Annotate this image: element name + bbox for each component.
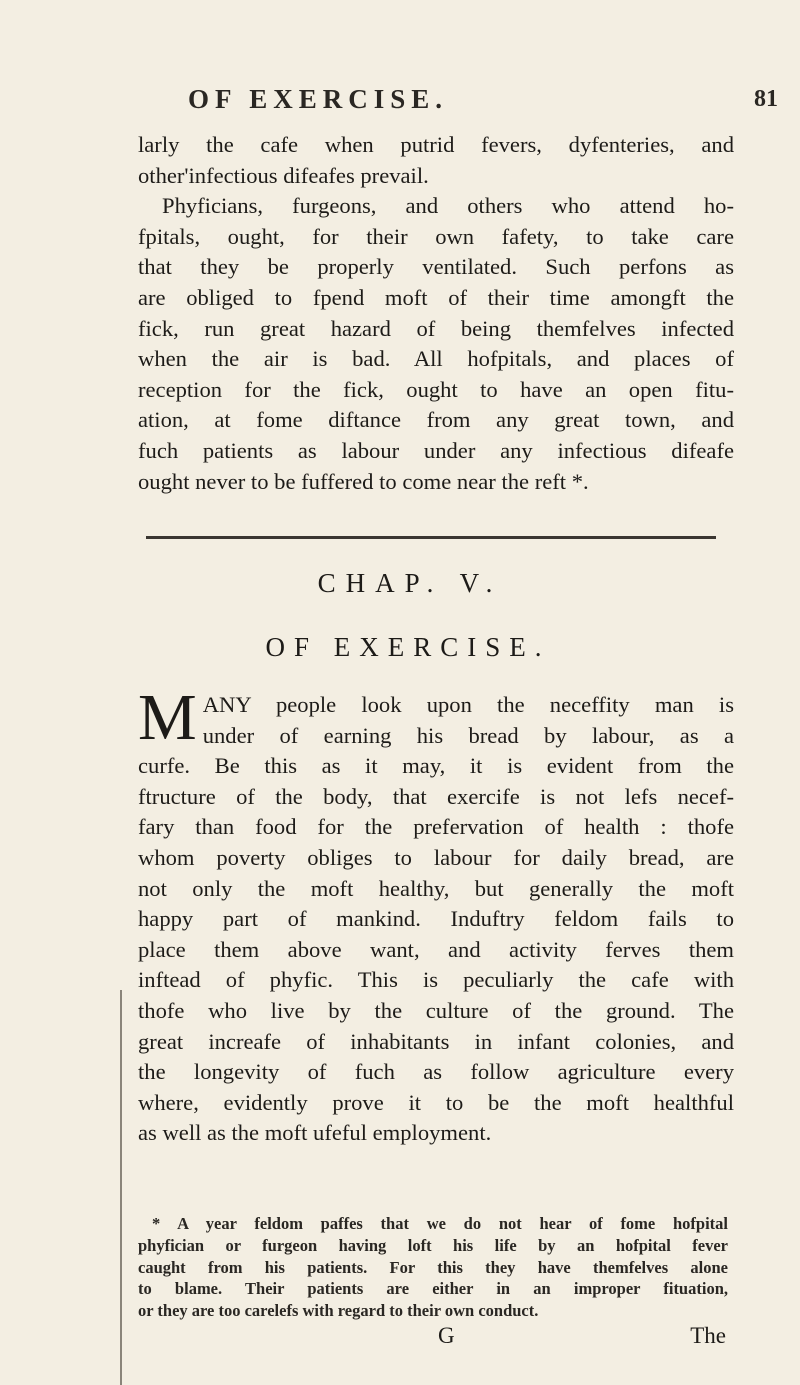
footnote-line: caught from his patients. For this they have themfelves alone — [138, 1257, 728, 1277]
section-divider — [146, 536, 716, 539]
text-line: fuch patients as labour under any infectious difeafe — [138, 437, 734, 463]
text-line: curfe. Be this as it may, it is evident from the — [138, 753, 734, 779]
page-footer — [138, 1323, 734, 1355]
footnote-line: to blame. Their patients are either in an improper fituation, — [138, 1279, 728, 1299]
paragraph-ventilation — [138, 130, 734, 497]
text-line: are obliged to fpend moft of their time amongft the — [138, 284, 734, 310]
text-line: as well as the moft ufeful employment. — [138, 1120, 492, 1146]
text-line: fpitals, ought, for their own fafety, to take care — [138, 223, 734, 249]
text-line: fick, run great hazard of being themfelves infected — [138, 315, 734, 341]
text-line: thofe who live by the culture of the ground. The — [138, 997, 734, 1023]
drop-cap: M — [138, 681, 197, 754]
chapter-number: CHAP. V. — [317, 568, 503, 598]
text-line: ation, at fome diftance from any great town, and — [138, 407, 734, 433]
footnote-line: phyfician or furgeon having loft his life by an hofpital fever — [138, 1235, 728, 1255]
signature-mark: G — [438, 1323, 455, 1348]
text-line: great increafe of inhabitants in infant colonies, and — [138, 1028, 734, 1054]
text-line: the longevity of fuch as follow agriculture every — [138, 1059, 734, 1085]
text-line: under of earning his bread by labour, as a — [202, 722, 734, 748]
text-line: happy part of mankind. Induftry feldom fails to — [138, 906, 734, 932]
text-line: larly the cafe when putrid fevers, dyfenteries, and — [138, 132, 734, 157]
text-line: other'infectious difeafes prevail. — [138, 162, 429, 188]
text-line: not only the moft healthy, but generally the moft — [138, 875, 734, 901]
catchword: The — [690, 1323, 726, 1348]
running-title: OF EXERCISE. — [188, 84, 449, 114]
footnote-line: * A year feldom paffes that we do not hear of fome hofpital — [152, 1214, 728, 1233]
text-line: inftead of phyfic. This is peculiarly the cafe with — [138, 967, 734, 993]
text-line: fary than food for the prefervation of health : thofe — [138, 814, 734, 840]
footnote — [138, 1213, 728, 1322]
text-line: ANY people look upon the neceffity man is — [202, 692, 734, 717]
text-line: where, evidently prove it to be the moft healthful — [138, 1089, 734, 1115]
text-line: ought never to be fuffered to come near the reft *. — [138, 468, 589, 494]
binding-edge-line — [120, 990, 122, 1385]
text-line: whom poverty obliges to labour for daily bread, are — [138, 844, 734, 870]
paragraph-exercise — [138, 681, 734, 1149]
chapter-title: OF EXERCISE. — [265, 632, 551, 662]
text-line: reception for the fick, ought to have an open fitu- — [138, 376, 734, 402]
page-number: 81 — [754, 86, 778, 112]
text-line: that they be properly ventilated. Such perfons as — [138, 254, 734, 280]
footnote-line: or they are too carelefs with regard to their own conduct. — [138, 1301, 539, 1321]
running-head — [0, 84, 800, 120]
text-line: place them above want, and activity ferves them — [138, 936, 734, 962]
text-line: when the air is bad. All hofpitals, and places of — [138, 346, 734, 372]
text-line: Phyficians, furgeons, and others who attend ho- — [162, 193, 734, 219]
text-line: ftructure of the body, that exercife is not lefs necef- — [138, 783, 734, 809]
